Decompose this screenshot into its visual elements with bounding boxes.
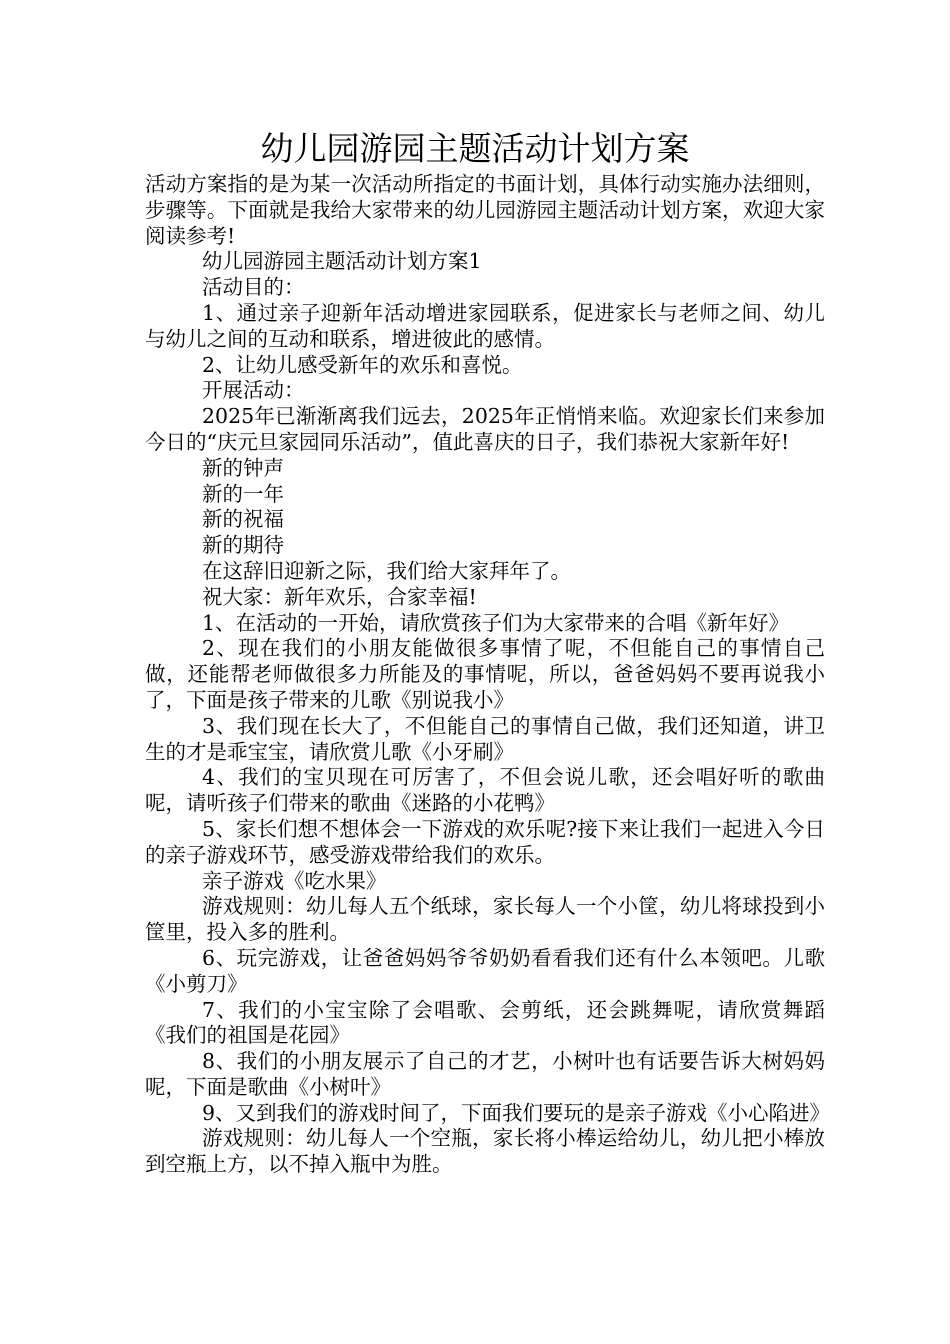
paragraph: 新的祝福 (202, 507, 284, 532)
paragraph: 幼儿园游园主题活动计划方案1 (202, 249, 482, 274)
paragraph: 活动目的： (202, 275, 305, 300)
paragraph: 新的钟声 (202, 455, 284, 480)
paragraph: 亲子游戏《吃水果》 (202, 868, 387, 893)
document-title: 幼儿园游园主题活动计划方案 (260, 129, 690, 168)
paragraph: 2、现在我们的小朋友能做很多事情了呢，不但能自己的事情自己做，还能帮老师做很多力所能及的事情呢，所以，爸爸妈妈不要再说我小了，下面是孩子带来的儿歌《别说我小》 (145, 636, 825, 712)
paragraph: 7、我们的小宝宝除了会唱歌、会剪纸，还会跳舞呢，请欣赏舞蹈《我们的祖国是花园》 (145, 997, 825, 1048)
paragraph: 游戏规则：幼儿每人五个纸球，家长每人一个小筐，幼儿将球投到小筐里，投入多的胜利。 (145, 894, 825, 945)
paragraph: 游戏规则：幼儿每人一个空瓶，家长将小棒运给幼儿，幼儿把小棒放到空瓶上方，以不掉入瓶中为胜。 (145, 1126, 825, 1177)
paragraph: 3、我们现在长大了，不但能自己的事情自己做，我们还知道，讲卫生的才是乖宝宝，请欣赏儿歌《小牙刷》 (145, 713, 825, 764)
paragraph: 8、我们的小朋友展示了自己的才艺，小树叶也有话要告诉大树妈妈呢，下面是歌曲《小树叶》 (145, 1049, 825, 1099)
paragraph: 1、通过亲子迎新年活动增进家园联系，促进家长与老师之间、幼儿与幼儿之间的互动和联系，增进彼此的感情。 (145, 300, 825, 351)
paragraph: 4、我们的宝贝现在可厉害了，不但会说儿歌，还会唱好听的歌曲呢，请听孩子们带来的歌曲《迷路的小花鸭》 (145, 765, 825, 816)
paragraph: 祝大家：新年欢乐，合家幸福! (202, 584, 477, 609)
paragraph: 新的期待 (202, 533, 284, 558)
paragraph: 1、在活动的一开始，请欣赏孩子们为大家带来的合唱《新年好》 (202, 610, 790, 635)
paragraph: 在这辞旧迎新之际，我们给大家拜年了。 (202, 558, 571, 583)
paragraph: 活动方案指的是为某一次活动所指定的书面计划，具体行动实施办法细则，步骤等。下面就是我给大家带来的幼儿园游园主题活动计划方案，欢迎大家阅读参考! (145, 172, 825, 248)
document-body (145, 172, 831, 1178)
paragraph: 2、让幼儿感受新年的欢乐和喜悦。 (202, 352, 523, 377)
paragraph: 开展活动： (202, 378, 305, 403)
paragraph: 9、又到我们的游戏时间了，下面我们要玩的是亲子游戏《小心陷进》 (202, 1100, 831, 1125)
paragraph: 新的一年 (202, 481, 284, 506)
paragraph: 2025年已渐渐离我们远去，2025年正悄悄来临。欢迎家长们来参加今日的“庆元旦家园同乐活动”，值此喜庆的日子，我们恭祝大家新年好! (145, 404, 825, 454)
paragraph: 6、玩完游戏，让爸爸妈妈爷爷奶奶看看我们还有什么本领吧。儿歌《小剪刀》 (145, 945, 825, 996)
paragraph: 5、家长们想不想体会一下游戏的欢乐呢?接下来让我们一起进入今日的亲子游戏环节，感受游戏带给我们的欢乐。 (145, 816, 825, 867)
